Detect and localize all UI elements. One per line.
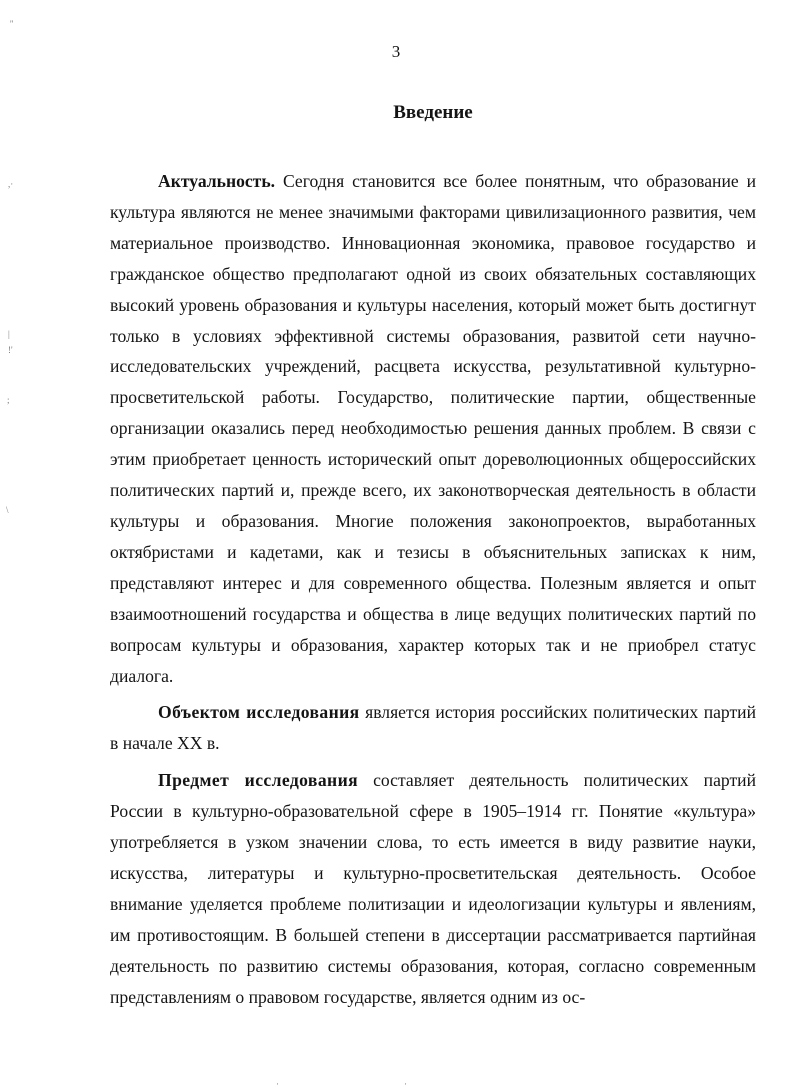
subject-text: составляет деятельность политических партий России в культурно-образовательной сфере в 1905–1914 гг. Понятие «культура» употребляется в узком значении слова, то есть имеется в виду развитие науки, искусства, литературы и культурно-просветительская деятельность. Особое внимание уделяется проблеме политизации и идеологизации культуры и явлениям, им противостоящим. В большей степени в диссертации рассматривается партийная деятельность по развитию системы образования, которая, согласно современным представлениям о правовом государстве, является одним из ос- (110, 770, 756, 1007)
scan-mark: ; (7, 395, 10, 405)
document-body (110, 166, 756, 1012)
page-number: 3 (391, 42, 401, 61)
scan-mark: · (276, 1079, 279, 1089)
scan-mark: \ (6, 505, 9, 515)
relevance-label: Актуальность (158, 171, 271, 191)
scan-mark: '' (10, 19, 14, 29)
scan-mark: !' (8, 345, 13, 355)
scan-mark: | (8, 329, 10, 339)
paragraph-subject (110, 765, 756, 1012)
paragraph-object (110, 697, 756, 759)
subject-label: Предмет исследования (158, 770, 359, 791)
object-text: является история российских политических партий в начале XX в. (110, 702, 757, 754)
object-label: Объектом исследования (158, 702, 360, 723)
relevance-text: Сегодня становится все более понятным, что образование и культура являются не менее значимыми факторами цивилизационного развития, чем материальное производство. Инновационная экономика, правовое государство и гражданское общество предполагают одной из своих обязательных составляющих высокий уровень образования и культуры населения, который может быть достигнут только в условиях эффективной системы образования, развитой сети научно-исследовательских учреждений, расцвета искусства, результативной культурно-просветительской работы. Государство, политические партии, общественные организации оказались перед необходимостью решения данных проблем. В связи с этим приобретает ценность исторический опыт дореволюционных общероссийских политических партий и, прежде всего, их законотворческая деятельность в области культуры и образования. Многие положения законопроектов, выработанных октябристами и кадетами, как и тезисы в объяснительных записках к ним, представляют интерес и для современного общества. Полезным является и опыт взаимоотношений государства и общества в лице ведущих политических партий по вопросам культуры и образования, характер которых так и не приобрел статус диалога. (110, 171, 756, 686)
paragraph-relevance (110, 166, 756, 691)
relevance-label-sep: . (270, 171, 276, 191)
scan-mark: · (404, 1079, 407, 1089)
scan-mark: ,· (8, 179, 14, 189)
page-title: Введение (393, 102, 473, 123)
